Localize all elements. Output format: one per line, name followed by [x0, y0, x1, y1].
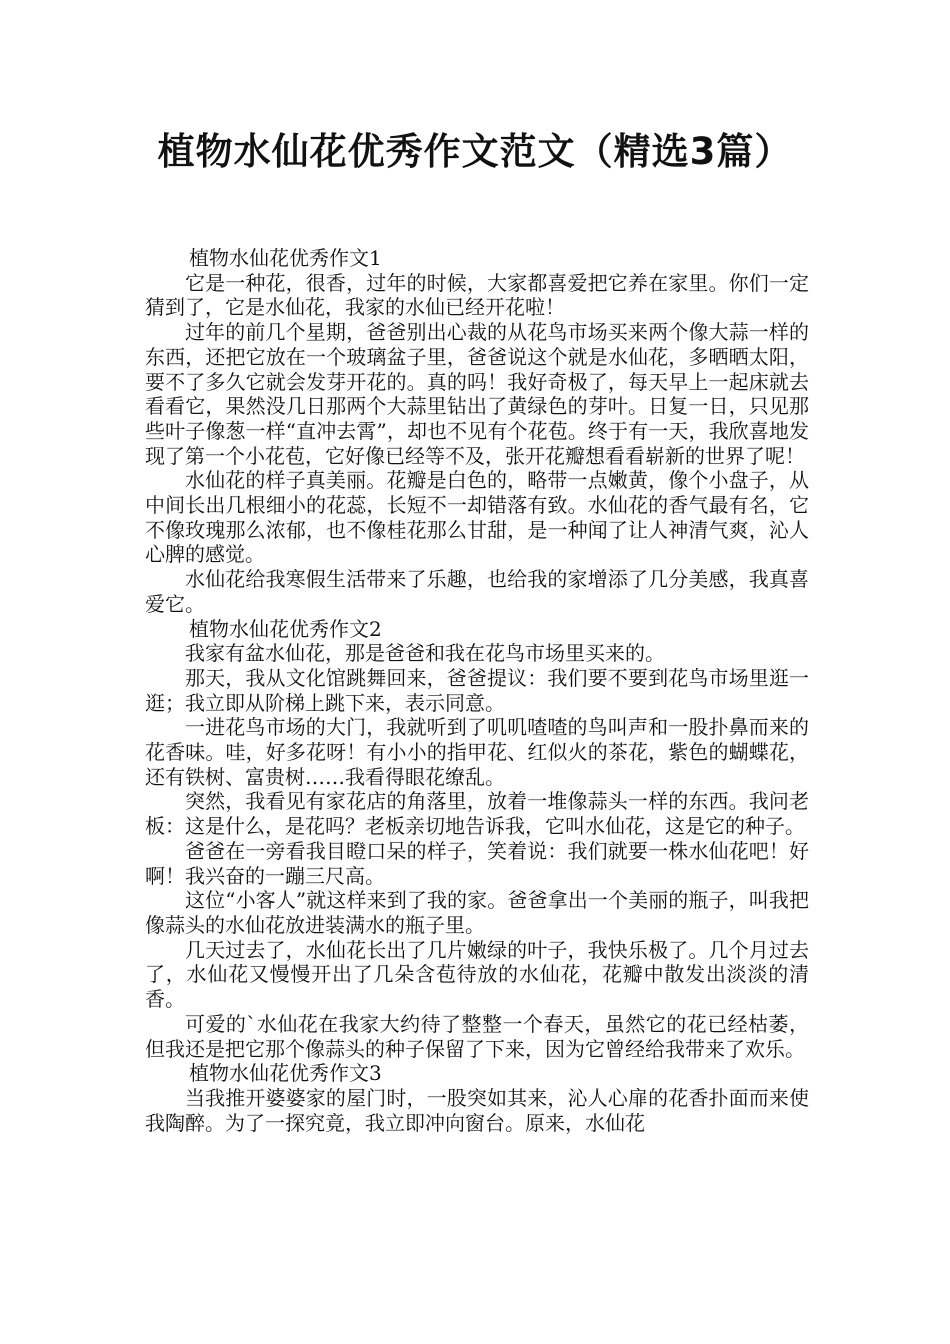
paragraph: 一进花鸟市场的大门，我就听到了叽叽喳喳的鸟叫声和一股扑鼻而来的花香味。哇，好多花呀！有小小的指甲花、红似火的茶花，紫色的蝴蝶花，还有铁树、富贵树……我看得眼花缭乱。 — [145, 715, 809, 789]
paragraph: 我家有盆水仙花，那是爸爸和我在花鸟市场里买来的。 — [185, 641, 665, 666]
paragraph: 过年的前几个星期，爸爸别出心裁的从花鸟市场买来两个像大蒜一样的东西，还把它放在一个玻璃盆子里，爸爸说这个就是水仙花，多晒晒太阳，要不了多久它就会发芽开花的。真的吗！我好奇极了，每天早上一起床就去看看它，果然没几日那两个大蒜里钻出了黄绿色的芽叶。日复一日，只见那些叶子像葱一样“直冲去霄”，却也不见有个花苞。终于有一天，我欣喜地发现了第一个小花苞，它好像已经等不及，张开花瓣想看看崭新的世界了呢！ — [145, 320, 809, 468]
paragraph: 那天，我从文化馆跳舞回来，爸爸提议：我们要不要到花鸟市场里逛一逛；我立即从阶梯上跳下来，表示同意。 — [145, 665, 809, 715]
essay-heading-3: 植物水仙花优秀作文3 — [189, 1061, 382, 1086]
paragraph: 突然，我看见有家花店的角落里，放着一堆像蒜头一样的东西。我问老板：这是什么，是花吗？老板亲切地告诉我，它叫水仙花，这是它的种子。 — [145, 789, 809, 839]
paragraph: 当我推开婆婆家的屋门时，一股突如其来，沁人心扉的花香扑面而来使我陶醉。为了一探究竟，我立即冲向窗台。原来，水仙花 — [145, 1085, 809, 1135]
document-body — [145, 246, 809, 1135]
paragraph: 这位“小客人”就这样来到了我的家。爸爸拿出一个美丽的瓶子，叫我把像蒜头的水仙花放进装满水的瓶子里。 — [145, 888, 809, 937]
paragraph: 它是一种花，很香，过年的时候，大家都喜爱把它养在家里。你们一定猜到了，它是水仙花，我家的水仙已经开花啦！ — [145, 270, 809, 320]
document-title: 植物水仙花优秀作文范文（精选3篇） — [157, 130, 793, 173]
paragraph: 可爱的`水仙花在我家大约待了整整一个春天，虽然它的花已经枯萎，但我还是把它那个像蒜头的种子保留了下来，因为它曾经给我带来了欢乐。 — [145, 1011, 809, 1061]
paragraph: 水仙花的样子真美丽。花瓣是白色的，略带一点嫩黄，像个小盘子，从中间长出几根细小的花蕊，长短不一却错落有致。水仙花的香气最有名，它不像玫瑰那么浓郁，也不像桂花那么甘甜，是一种闻了让人神清气爽，沁人心脾的感觉。 — [145, 468, 809, 567]
paragraph: 水仙花给我寒假生活带来了乐趣，也给我的家增添了几分美感，我真喜爱它。 — [145, 567, 809, 616]
paragraph: 爸爸在一旁看我目瞪口呆的样子，笑着说：我们就要一株水仙花吧！好啊！我兴奋的一蹦三尺高。 — [145, 838, 809, 888]
essay-heading-1: 植物水仙花优秀作文1 — [189, 246, 382, 270]
paragraph: 几天过去了，水仙花长出了几片嫩绿的叶子，我快乐极了。几个月过去了，水仙花又慢慢开出了几朵含苞待放的水仙花，花瓣中散发出淡淡的清香。 — [145, 937, 809, 1012]
essay-heading-2: 植物水仙花优秀作文2 — [189, 616, 382, 641]
